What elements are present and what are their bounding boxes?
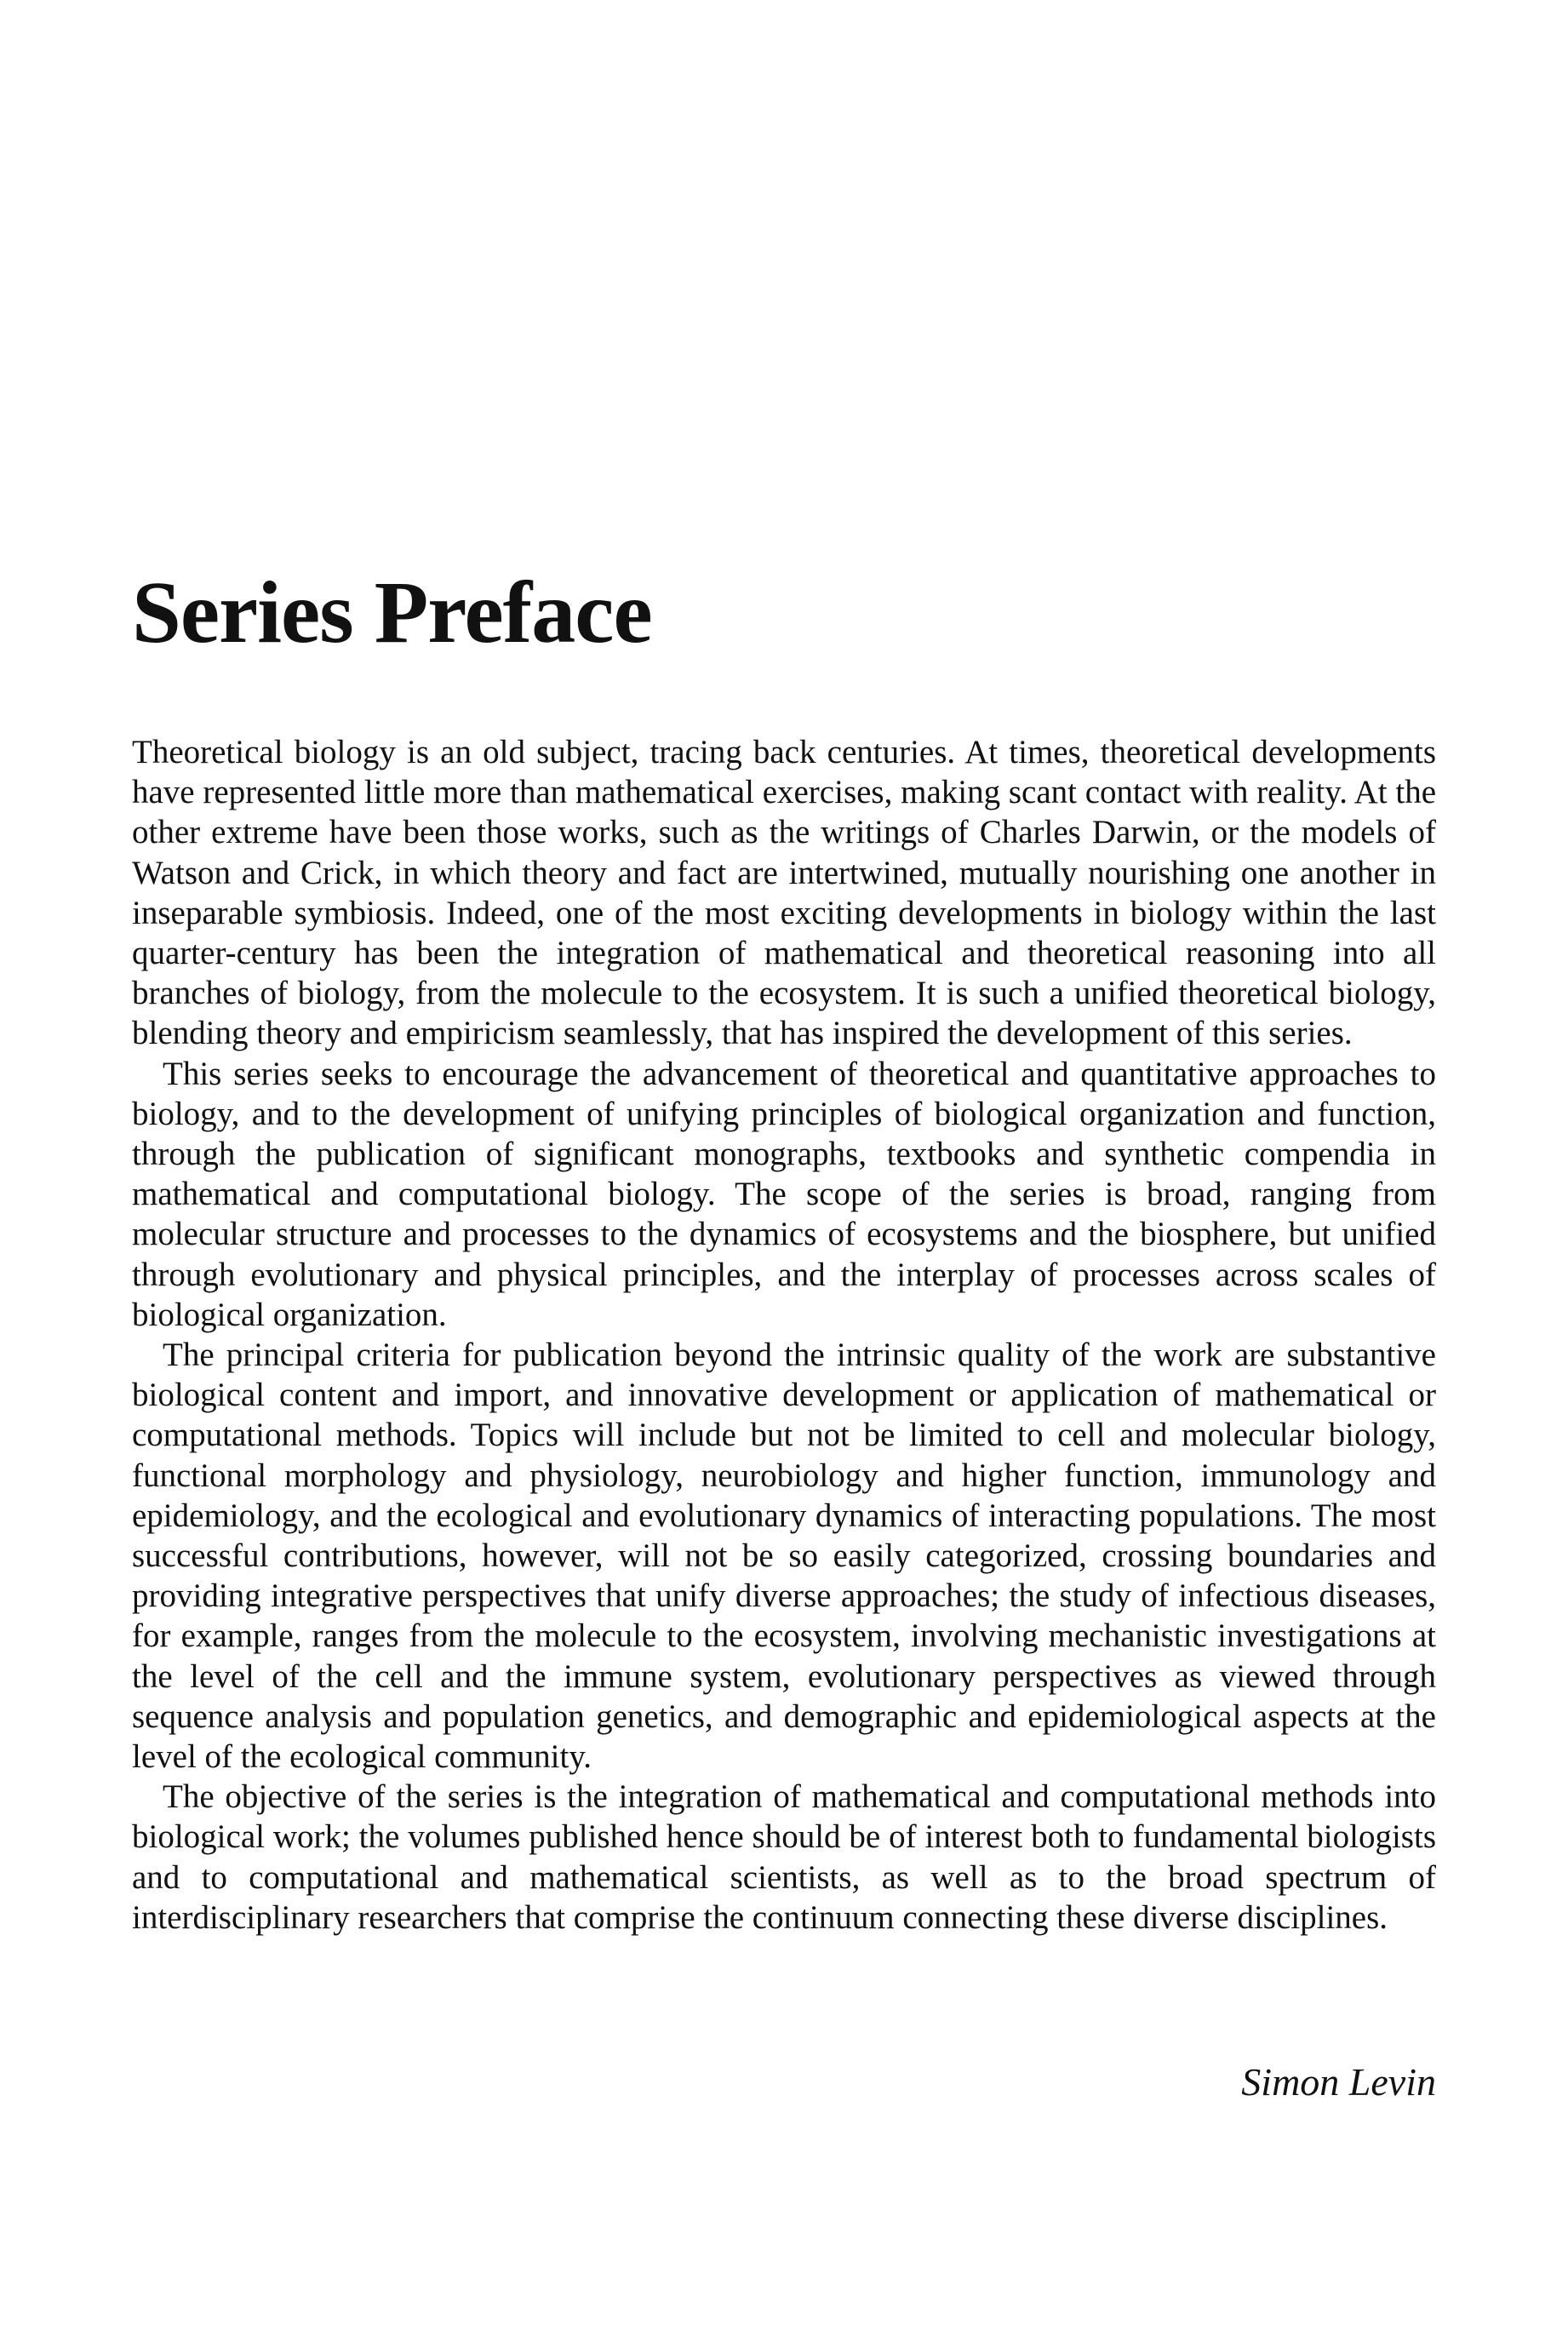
- author-signature: Simon Levin: [1241, 2060, 1436, 2104]
- preface-body: [132, 732, 1436, 1938]
- paragraph-3: The principal criteria for publication beyond the intrinsic quality of the work are substantive biological content and import, and innovative development or application of mathematical or computational methods. Topics will include but not be limited to cell and molecular biology, functional morphology and physiology, neurobiology and higher function, immunology and epidemiology, and the ecological and evolutionary dynamics of interacting populations. The most successful contributions, however, will not be so easily categorized, crossing boundaries and providing integrative perspectives that unify diverse approaches; the study of infectious diseases, for example, ranges from the molecule to the ecosystem, involving mechanistic investigations at the level of the cell and the immune system, evolutionary perspectives as viewed through sequence analysis and population genetics, and demographic and epidemiological aspects at the level of the ecological community.: [132, 1337, 1436, 1776]
- paragraph-2: This series seeks to encourage the advancement of theoretical and quantitative approaches to biology, and to the development of unifying principles of biological organization and function, through the publication of significant monographs, textbooks and synthetic compendia in mathematical and computational biology. The scope of the series is broad, ranging from molecular structure and processes to the dynamics of ecosystems and the biosphere, but unified through evolutionary and physical principles, and the interplay of processes across scales of biological organization.: [132, 1055, 1436, 1333]
- paragraph-1: Theoretical biology is an old subject, tracing back centuries. At times, theoretical developments have represented little more than mathematical exercises, making scant contact with reality. At the other extreme have been those works, such as the writings of Charles Darwin, or the models of Watson and Crick, in which theory and fact are intertwined, mutually nourishing one another in inseparable symbiosis. Indeed, one of the most exciting developments in biology within the last quarter-century has been the integration of mathematical and theoretical reasoning into all branches of biology, from the molecule to the ecosystem. It is such a unified theoretical biology, blending theory and empiricism seamlessly, that has inspired the development of this series.: [132, 734, 1436, 1052]
- page-title: Series Preface: [132, 564, 652, 661]
- paragraph-4: The objective of the series is the integration of mathematical and computational methods into biological work; the volumes published hence should be of interest both to fundamental biologists and to computational and mathematical scientists, as well as to the broad spectrum of interdisciplinary researchers that comprise the continuum connecting these diverse disciplines.: [132, 1778, 1436, 1936]
